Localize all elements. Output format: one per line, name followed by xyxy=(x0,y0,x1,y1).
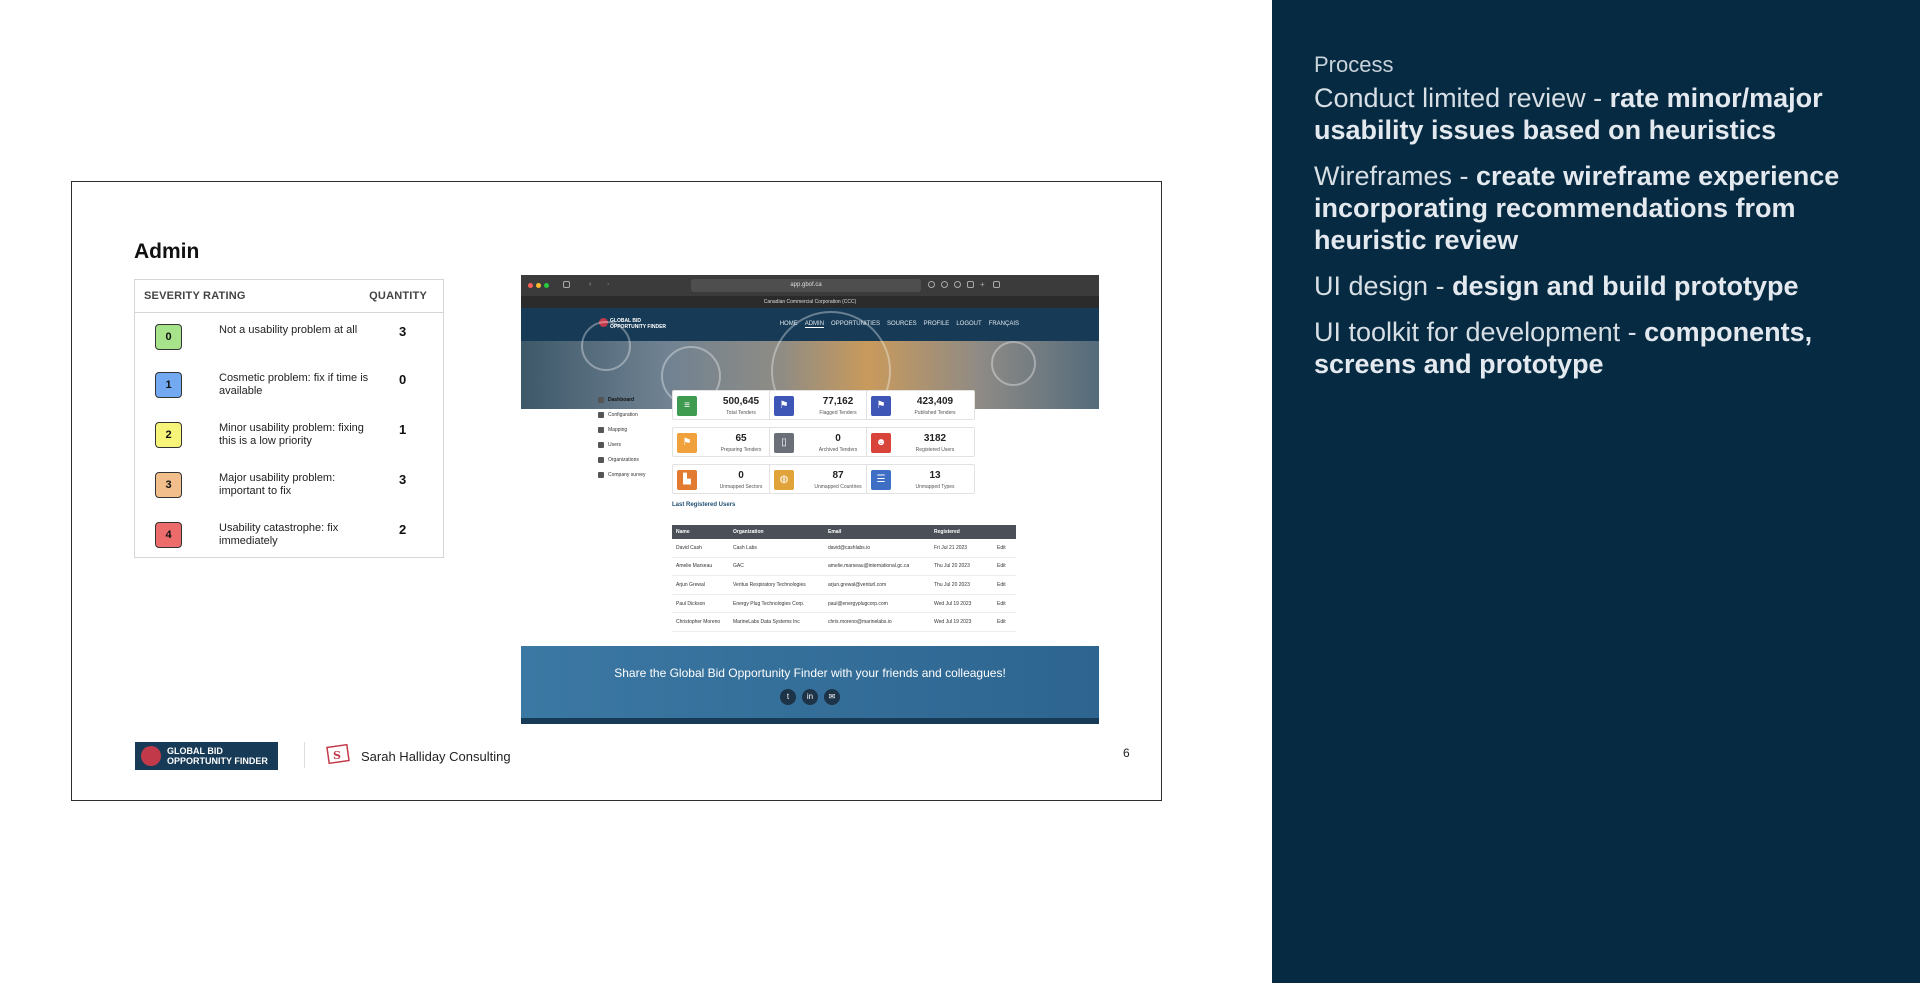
table-cell: GAC xyxy=(733,563,744,570)
quantity-header: QUANTITY xyxy=(369,290,427,302)
process-item-lead: Wireframes - xyxy=(1314,161,1476,191)
stat-value: 0 xyxy=(835,433,841,444)
severity-description: Major usability problem: important to fix xyxy=(219,472,336,497)
severity-badge: 1 xyxy=(155,372,182,398)
email-icon[interactable]: ✉ xyxy=(824,689,840,705)
sidebar-item-configuration[interactable]: Configuration xyxy=(596,412,658,427)
stat-value: 77,162 xyxy=(822,396,854,407)
process-item-lead: UI design - xyxy=(1314,271,1453,301)
process-item xyxy=(1314,160,1880,256)
page-number: 6 xyxy=(1123,746,1130,760)
table-cell: Thu Jul 20 2023 xyxy=(934,581,970,588)
table-cell: Energy Plug Technologies Corp. xyxy=(733,600,805,607)
sidebar-item-organizations[interactable]: Organizations xyxy=(596,457,658,472)
consultant-name: Sarah Halliday Consulting xyxy=(361,749,511,764)
table-cell: amelie.marseau@international.gc.ca xyxy=(828,563,910,570)
users-icon: ☻ xyxy=(871,433,891,453)
severity-row xyxy=(135,362,443,412)
layers-icon: ≡ xyxy=(677,396,697,416)
process-item-lead: Conduct limited review - xyxy=(1314,83,1610,113)
column-header: Email xyxy=(828,529,842,535)
users-section-title: Last Registered Users xyxy=(672,502,736,508)
stat-card[interactable] xyxy=(769,427,878,457)
stat-value: 500,645 xyxy=(722,396,760,407)
close-window-icon xyxy=(528,283,533,288)
linkedin-icon[interactable]: in xyxy=(802,689,818,705)
sarah-halliday-logo-icon xyxy=(324,744,352,766)
process-item-lead: UI toolkit for development - xyxy=(1314,317,1645,347)
column-header: Name xyxy=(676,529,690,535)
users-table-body xyxy=(672,539,1016,632)
severity-table-header xyxy=(135,280,443,313)
stat-card[interactable] xyxy=(866,390,975,420)
admin-dashboard-screenshot xyxy=(521,275,1099,724)
stat-card[interactable] xyxy=(769,390,878,420)
gbof-logo xyxy=(135,742,278,770)
table-cell: Veritus Respiratory Technologies xyxy=(733,581,806,588)
table-cell: David Cash xyxy=(676,544,702,551)
stat-card[interactable] xyxy=(866,464,975,494)
stat-label: Flagged Tenders xyxy=(819,410,857,416)
tabs-overview-icon xyxy=(993,281,1000,288)
stat-label: Published Tenders xyxy=(914,410,956,416)
sidebar-toggle-icon xyxy=(563,281,570,288)
severity-badge: 2 xyxy=(155,422,182,448)
table-cell: chris.moreno@marinelabs.io xyxy=(828,619,892,626)
trash-icon: ▯ xyxy=(774,433,794,453)
stat-label: Registered Users xyxy=(915,447,955,453)
sidebar-item-dashboard[interactable]: Dashboard xyxy=(596,397,658,412)
table-cell: Cash Labs xyxy=(733,544,757,551)
column-header: Registered xyxy=(934,529,960,535)
nav-logout[interactable]: LOGOUT xyxy=(956,321,982,327)
twitter-icon[interactable]: t xyxy=(780,689,796,705)
severity-quantity: 3 xyxy=(399,324,407,339)
process-item xyxy=(1314,316,1880,380)
nav-profile[interactable]: PROFILE xyxy=(923,321,950,327)
nav-franais[interactable]: FRANÇAIS xyxy=(988,321,1019,327)
severity-description: Not a usability problem at all xyxy=(219,324,358,336)
edit-link[interactable]: Edit xyxy=(997,619,1006,626)
severity-badge: 3 xyxy=(155,472,182,498)
severity-row xyxy=(135,462,443,512)
stat-label: Archived Tenders xyxy=(818,447,858,453)
privacy-icon xyxy=(954,281,961,288)
table-row xyxy=(672,576,1016,595)
severity-badge: 4 xyxy=(155,522,182,548)
nav-admin[interactable]: ADMIN xyxy=(804,321,825,327)
factory-icon: ▙ xyxy=(677,470,697,490)
table-row xyxy=(672,558,1016,577)
minimize-window-icon xyxy=(536,283,541,288)
stat-label: Preparing Tenders xyxy=(720,447,762,453)
share-text: Share the Global Bid Opportunity Finder with your friends and colleagues! xyxy=(614,666,1006,680)
table-cell: paul@energyplugcorp.com xyxy=(828,600,888,607)
process-item-detail: design and build prototype xyxy=(1452,271,1799,301)
table-row xyxy=(672,613,1016,632)
severity-description: Minor usability problem: fixing this is a low priority xyxy=(219,422,364,447)
slide-title: Admin xyxy=(134,240,200,263)
process-item-detail: create wireframe experience incorporating recommendations from heuristic review xyxy=(1314,161,1840,255)
severity-description: Cosmetic problem: fix if time is available xyxy=(219,372,369,397)
severity-quantity: 2 xyxy=(399,522,407,537)
share-banner xyxy=(521,646,1099,724)
severity-badge: 0 xyxy=(155,324,182,350)
address-bar: app.gbof.ca xyxy=(691,279,921,292)
severity-row xyxy=(135,314,443,364)
stat-card[interactable] xyxy=(769,464,878,494)
reload-icon xyxy=(928,281,935,288)
table-cell: Paul Dickson xyxy=(676,600,706,607)
nav-opportunities[interactable]: OPPORTUNITIES xyxy=(831,321,880,327)
table-cell: arjun.grewal@venturl.com xyxy=(828,581,887,588)
stat-value: 3182 xyxy=(923,433,947,444)
users-table-header xyxy=(672,525,1016,539)
process-panel xyxy=(1272,0,1920,983)
stat-value: 423,409 xyxy=(916,396,954,407)
share-icon xyxy=(967,281,974,288)
stat-card[interactable] xyxy=(866,427,975,457)
severity-quantity: 0 xyxy=(399,372,407,387)
process-list xyxy=(1314,82,1880,380)
download-icon xyxy=(941,281,948,288)
table-cell: Arjun Grewal xyxy=(676,581,705,588)
process-item xyxy=(1314,82,1880,146)
maximize-window-icon xyxy=(544,283,549,288)
flag-icon: ⚑ xyxy=(871,396,891,416)
admin-sidebar xyxy=(596,397,658,487)
hero-circle xyxy=(581,321,631,371)
browser-chrome xyxy=(521,275,1099,296)
organization-strip: Canadian Commercial Corporation (CCC) xyxy=(521,296,1099,308)
stat-value: 87 xyxy=(832,470,844,481)
severity-rating-header: SEVERITY RATING xyxy=(144,290,246,302)
stat-value: 65 xyxy=(735,433,747,444)
edit-link[interactable]: Edit xyxy=(997,600,1006,607)
stat-card[interactable] xyxy=(672,390,781,420)
severity-row xyxy=(135,512,443,562)
stat-card[interactable] xyxy=(672,427,781,457)
nav-sources[interactable]: SOURCES xyxy=(886,321,917,327)
stat-label: Unmapped Types xyxy=(915,484,955,490)
new-tab-icon: + xyxy=(980,280,985,289)
severity-row xyxy=(135,412,443,462)
table-row xyxy=(672,595,1016,614)
gbof-logo-line2: OPPORTUNITY FINDER xyxy=(167,756,268,766)
flag-icon: ⚑ xyxy=(774,396,794,416)
sidebar-item-mapping[interactable]: Mapping xyxy=(596,427,658,442)
severity-description: Usability catastrophe: fix immediately xyxy=(219,522,339,547)
table-cell: MarineLabs Data Systems Inc xyxy=(733,619,800,626)
table-cell: Wed Jul 19 2023 xyxy=(934,619,972,626)
edit-link[interactable]: Edit xyxy=(997,581,1006,588)
process-item-detail: rate minor/major usability issues based on heuristics xyxy=(1314,83,1823,145)
severity-quantity: 3 xyxy=(399,472,407,487)
flag-icon: ⚑ xyxy=(677,433,697,453)
nav-home[interactable]: HOME xyxy=(779,321,798,327)
stat-label: Unmapped Sectors xyxy=(719,484,763,490)
table-cell: Wed Jul 19 2023 xyxy=(934,600,972,607)
sidebar-item-users[interactable]: Users xyxy=(596,442,658,457)
list-icon: ☰ xyxy=(871,470,891,490)
sidebar-item-company-survey[interactable]: Company survey xyxy=(596,472,658,487)
stat-value: 0 xyxy=(738,470,744,481)
stat-label: Total Tenders xyxy=(726,410,756,416)
table-cell: Amelie Marseau xyxy=(676,563,713,570)
globe-icon: ◍ xyxy=(774,470,794,490)
process-item-detail: components, screens and prototype xyxy=(1314,317,1813,379)
hero-circle xyxy=(991,341,1036,386)
edit-link[interactable]: Edit xyxy=(997,544,1006,551)
gbof-logo-line1: GLOBAL BID xyxy=(167,746,223,756)
edit-link[interactable]: Edit xyxy=(997,563,1006,570)
table-cell: Fri Jul 21 2023 xyxy=(934,544,968,551)
users-table xyxy=(672,525,1016,632)
severity-quantity: 1 xyxy=(399,422,407,437)
stat-card[interactable] xyxy=(672,464,781,494)
back-icon: ‹ xyxy=(589,281,592,288)
severity-rating-table xyxy=(134,279,444,558)
table-cell: Thu Jul 20 2023 xyxy=(934,563,970,570)
column-header: Organization xyxy=(733,529,764,535)
stat-value: 13 xyxy=(929,470,941,481)
stat-label: Unmapped Countries xyxy=(814,484,862,490)
table-row xyxy=(672,539,1016,558)
table-cell: Christopher Moreno xyxy=(676,619,721,626)
table-cell: david@cashlabs.io xyxy=(828,544,871,551)
forward-icon: › xyxy=(607,281,610,288)
footer-divider xyxy=(304,742,305,768)
process-heading: Process xyxy=(1314,52,1394,77)
process-item xyxy=(1314,270,1880,302)
svg-text:S: S xyxy=(333,749,341,762)
site-logo: GLOBAL BID OPPORTUNITY FINDER xyxy=(599,318,669,330)
slide-card xyxy=(71,181,1162,801)
